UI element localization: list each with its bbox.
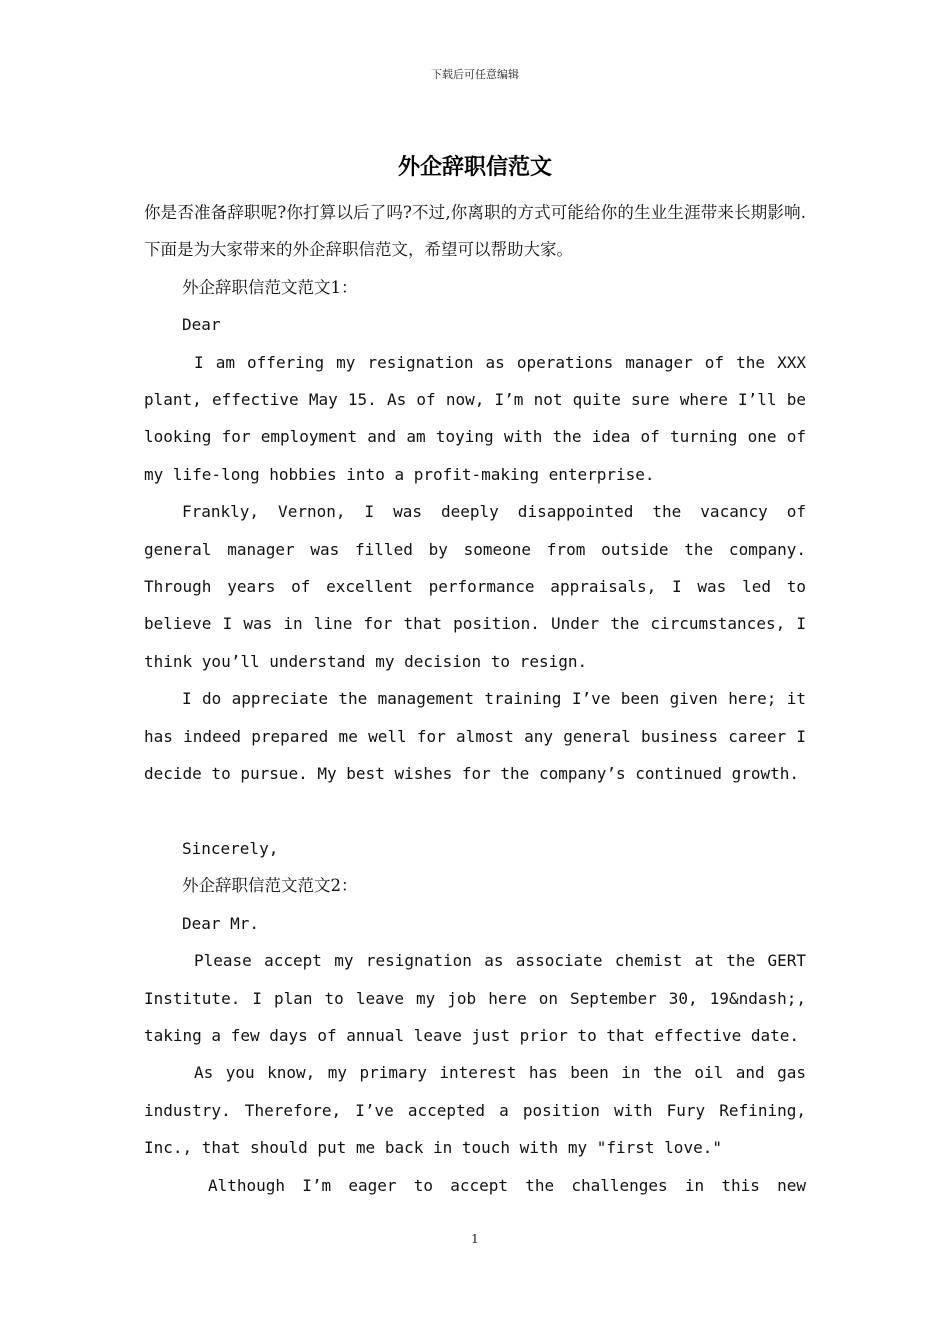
sample2-greeting: Dear Mr.	[182, 913, 260, 933]
document-title: 外企辞职信范文	[397, 154, 552, 180]
blank-line	[144, 793, 806, 830]
intro-paragraph: 你是否准备辞职呢?你打算以后了吗?不过,你离职的方式可能给你的生业生涯带来长期影响.下面是为大家带来的外企辞职信范文，希望可以帮助大家。	[144, 203, 806, 260]
sample2-paragraph-2: As you know, my primary interest has been in the oil and gas industry. Therefore, I’ve accepted a position with Fury Refining, Inc., that should put me back in touch with my "first love."	[144, 1063, 806, 1158]
sample1-paragraph-1: I am offering my resignation as operations manager of the XXX plant, effective May 15. As of now, I’m not quite sure where I’ll be looking for employment and am toying with the idea of turning one of my life-long hobbies into a profit-making enterprise.	[144, 352, 806, 484]
page-header-note: 下载后可任意编辑	[431, 68, 519, 81]
document-body	[144, 194, 806, 1204]
sample1-heading: 外企辞职信范文范文1：	[182, 277, 358, 297]
sample1-greeting: Dear	[182, 315, 221, 335]
sample2-heading: 外企辞职信范文范文2：	[182, 876, 358, 896]
sample2-paragraph-1: Please accept my resignation as associate chemist at the GERT Institute. I plan to leave my job here on September 30, 19&ndash;, taking a few days of annual leave just prior to that effective date.	[144, 951, 806, 1045]
sample1-paragraph-2: Frankly, Vernon, I was deeply disappointed the vacancy of general manager was filled by someone from outside the company. Through years of excellent performance appraisals, I was led to believe I was in line for that position. Under the circumstances, I think you’ll understand my decision to resign.	[144, 502, 806, 671]
sample1-closing: Sincerely,	[182, 838, 279, 858]
page-number: 1	[471, 1232, 479, 1246]
sample2-paragraph-3: Although I’m eager to accept the challenges in this new	[208, 1175, 806, 1195]
sample1-paragraph-3: I do appreciate the management training I’ve been given here; it has indeed prepared me well for almost any general business career I decide to pursue. My best wishes for the company’s continued growth.	[144, 689, 806, 784]
